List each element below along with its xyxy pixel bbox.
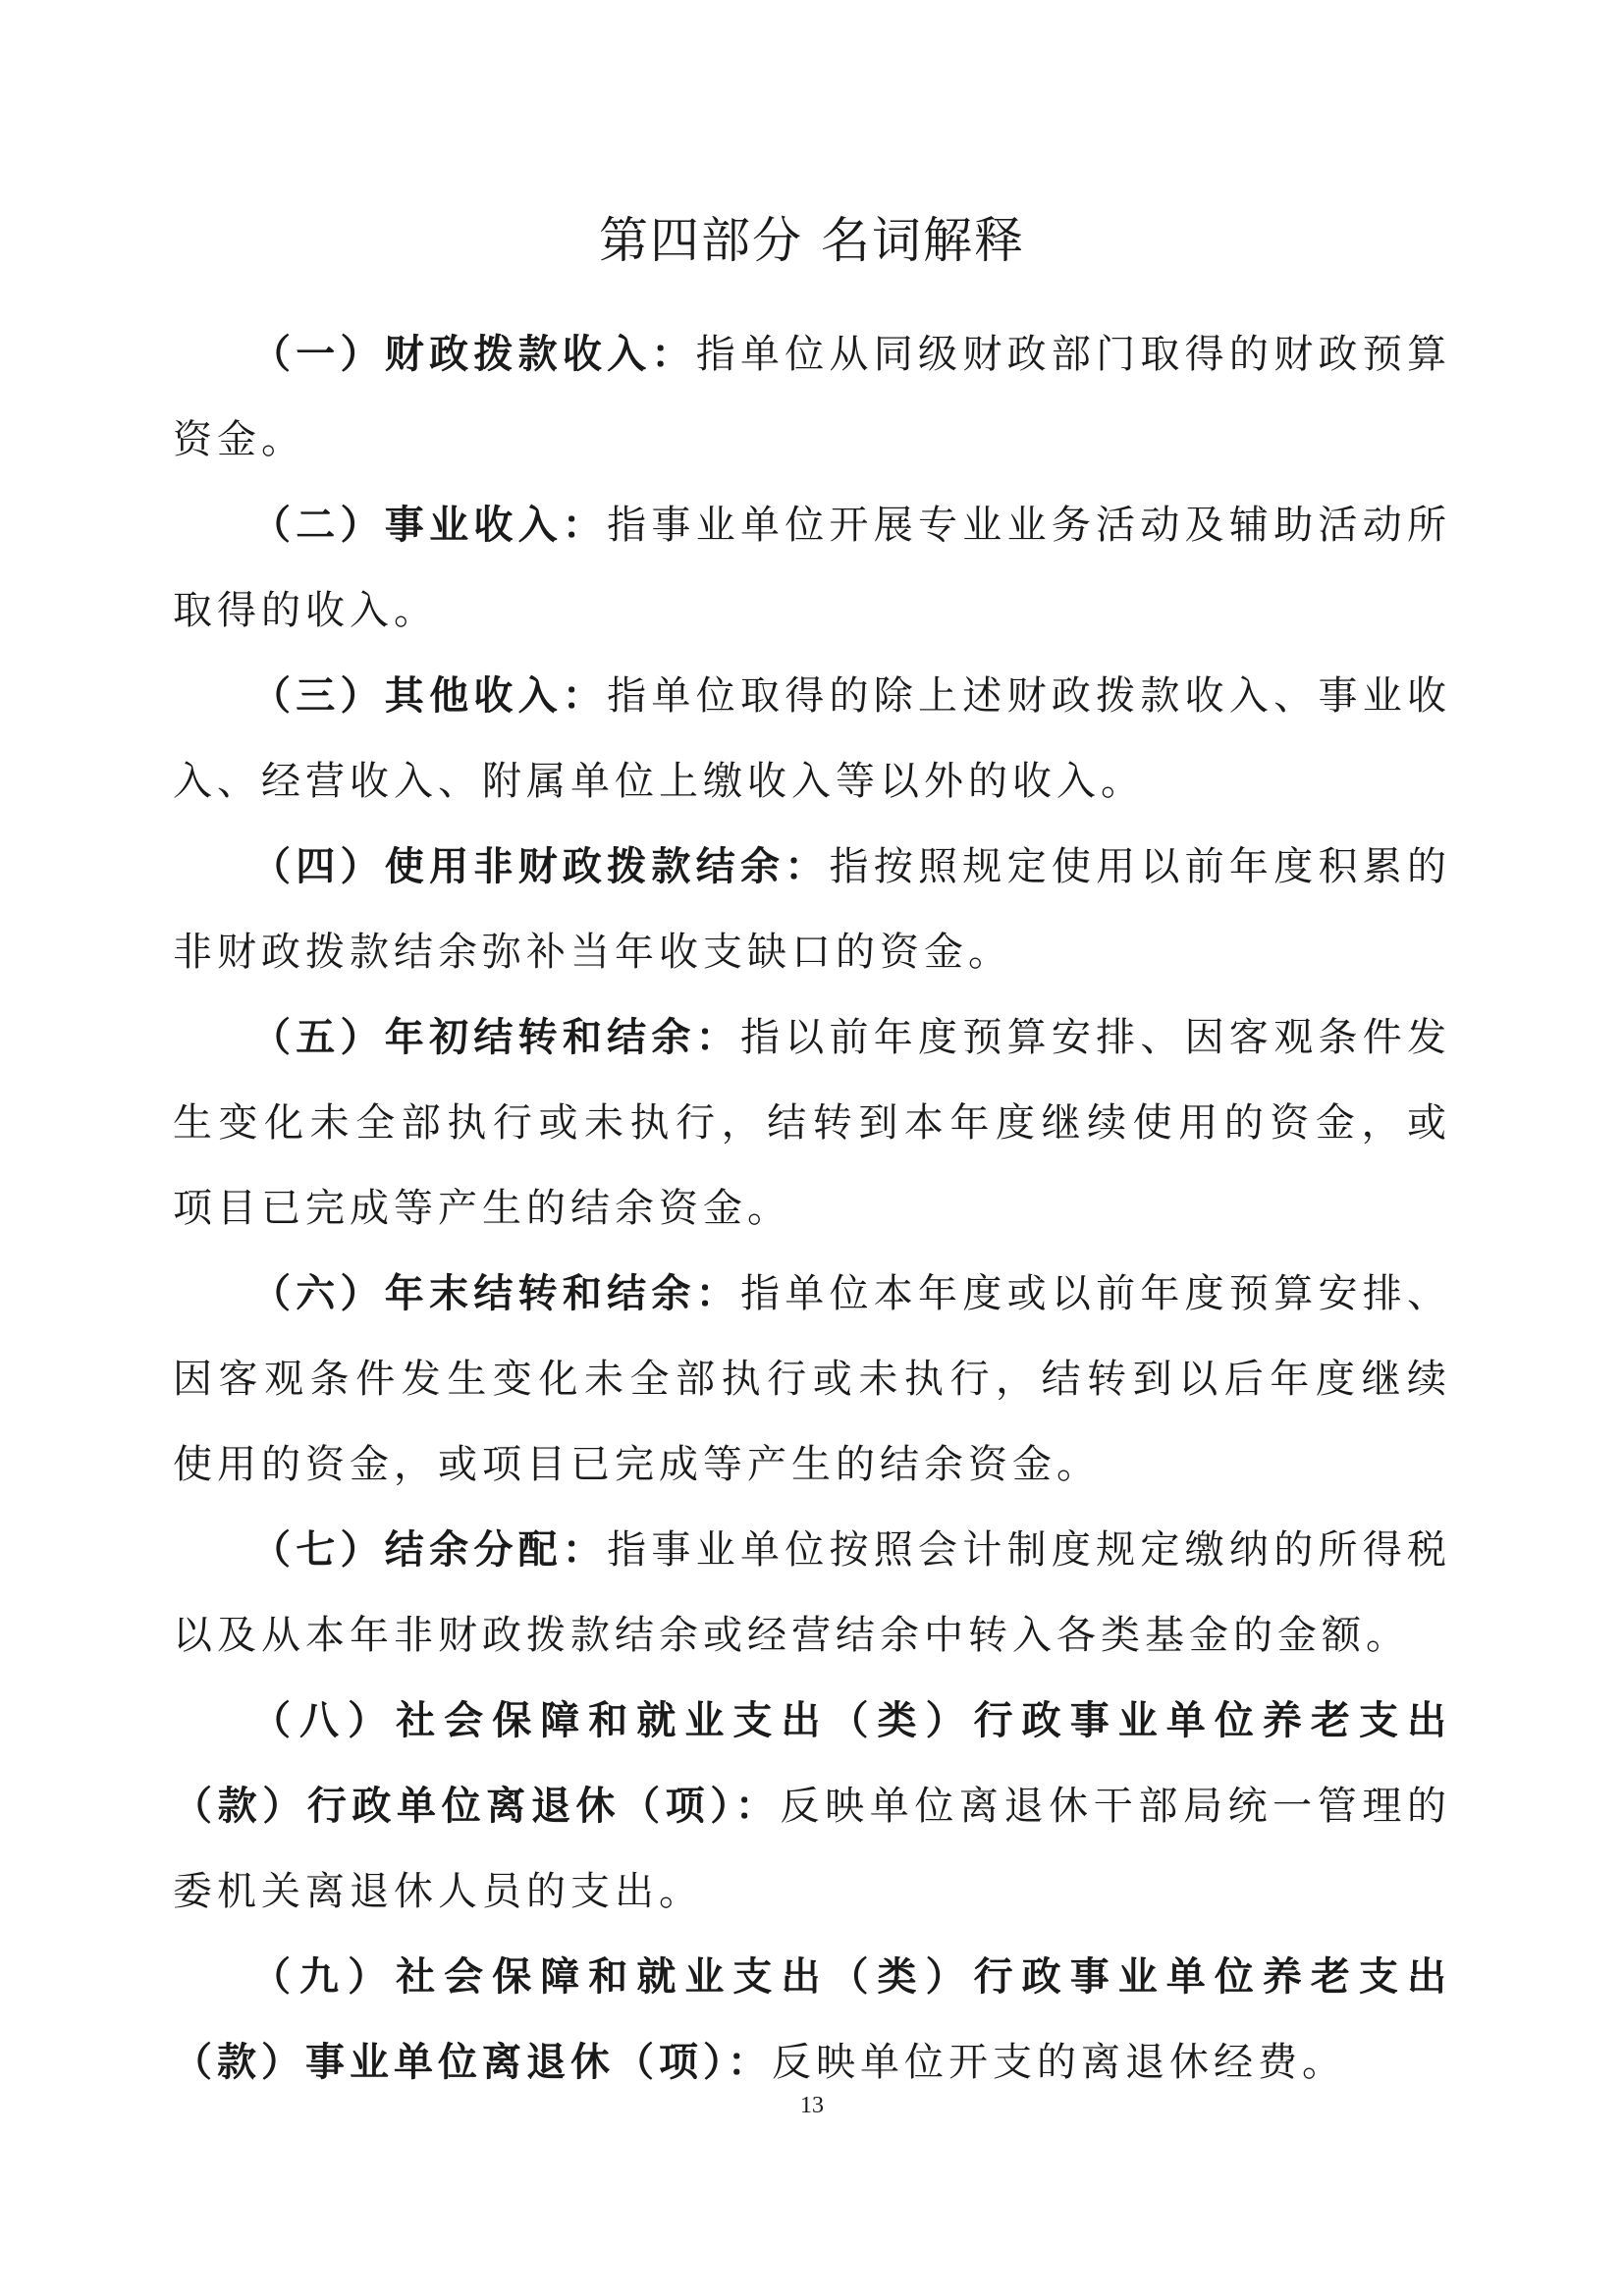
glossary-item: [173, 825, 1451, 995]
glossary-definition: 指单位取得的除上述财政拨款收入、事业收入、经营收入、附属单位上缴收入等以外的收入。: [173, 673, 1452, 804]
glossary-item: [173, 312, 1451, 483]
glossary-term: （三）其他收入：: [251, 673, 608, 719]
glossary-term: （二）事业收入：: [251, 503, 608, 548]
page-title: 第四部分 名词解释: [599, 212, 1025, 269]
glossary-item: [173, 1508, 1451, 1679]
glossary-definition: 指事业单位开展专业业务活动及辅助活动所取得的收入。: [173, 503, 1452, 633]
glossary-term: （一）财政拨款收入：: [251, 332, 696, 377]
glossary-term: （五）年初结转和结余：: [251, 1015, 740, 1060]
glossary-item: [173, 1252, 1451, 1508]
glossary-item: [173, 483, 1451, 654]
glossary-item: [173, 1935, 1451, 2106]
glossary-item: [173, 995, 1451, 1252]
glossary-item: [173, 1679, 1451, 1935]
glossary-term: （四）使用非财政拨款结余：: [251, 844, 830, 889]
glossary-term: （七）结余分配：: [251, 1527, 608, 1573]
glossary-definition: 反映单位开支的离退休经费。: [772, 2040, 1346, 2085]
glossary-definition: 反映单位离退休干部局统一管理的委机关离退休人员的支出。: [173, 1784, 1451, 1914]
glossary-term: （六）年末结转和结余：: [251, 1271, 740, 1316]
glossary-definition: 指以前年度预算安排、因客观条件发生变化未全部执行或未执行，结转到本年度继续使用的资金，或项目已完成等产生的结余资金。: [173, 1015, 1452, 1231]
glossary-definition: 指单位从同级财政部门取得的财政预算资金。: [173, 332, 1452, 462]
glossary-definition: 指单位本年度或以前年度预算安排、因客观条件发生变化未全部执行或未执行，结转到以后年度继续使用的资金，或项目已完成等产生的结余资金。: [173, 1271, 1452, 1487]
glossary-term: （八）社会保障和就业支出（类）行政事业单位养老支出（款）行政单位离退休（项）：: [173, 1698, 1451, 1829]
glossary-definition: 指按照规定使用以前年度积累的非财政拨款结余弥补当年收支缺口的资金。: [173, 844, 1451, 975]
page-number: 13: [800, 2093, 824, 2118]
glossary-body: [173, 312, 1451, 2106]
glossary-term: （九）社会保障和就业支出（类）行政事业单位养老支出（款）事业单位离退休（项）：: [173, 1954, 1451, 2085]
glossary-item: [173, 654, 1451, 825]
glossary-definition: 指事业单位按照会计制度规定缴纳的所得税以及从本年非财政拨款结余或经营结余中转入各类基金的金额。: [173, 1527, 1452, 1658]
